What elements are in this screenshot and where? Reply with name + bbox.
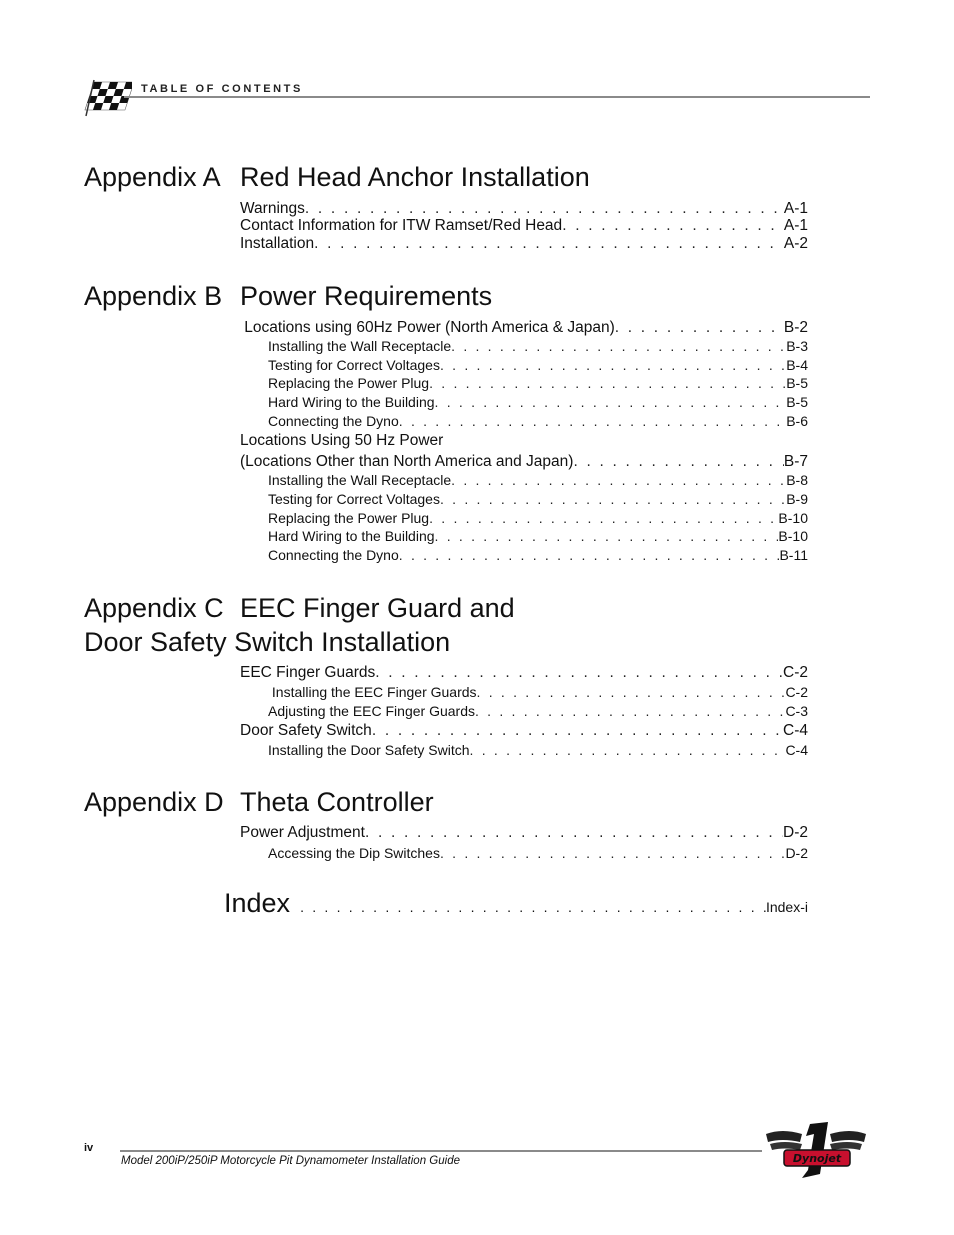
toc-entry-text: Warnings bbox=[240, 200, 305, 217]
toc-entry-text: Connecting the Dyno bbox=[268, 547, 399, 563]
toc-entry-page: C-4 bbox=[783, 722, 808, 739]
index-page: Index-i bbox=[765, 899, 808, 915]
toc-entry-page: B-3 bbox=[786, 338, 808, 354]
toc-entry-text: Replacing the Power Plug bbox=[268, 510, 430, 526]
toc-entry-page: A-1 bbox=[783, 200, 808, 217]
toc-entry[interactable] bbox=[240, 664, 808, 683]
toc-entry-text: Installation bbox=[240, 235, 315, 252]
toc-entry[interactable] bbox=[268, 845, 808, 863]
leader-dots bbox=[440, 357, 786, 373]
toc-entry[interactable] bbox=[268, 491, 808, 509]
leader-dots bbox=[429, 510, 778, 526]
appendix-c-label: Appendix C bbox=[84, 593, 224, 623]
toc-entry-page: C-4 bbox=[785, 742, 808, 758]
toc-entry-page: B-9 bbox=[786, 491, 808, 507]
toc-entry-page: B-4 bbox=[786, 357, 808, 373]
toc-entry-page: D-2 bbox=[785, 845, 808, 861]
toc-entry-text: Installing the Wall Receptacle bbox=[268, 472, 452, 488]
toc-entry-text: Connecting the Dyno bbox=[268, 413, 399, 429]
toc-entry[interactable] bbox=[268, 547, 808, 565]
leader-dots bbox=[440, 845, 785, 861]
toc-entry-text: Adjusting the EEC Finger Guards bbox=[268, 703, 475, 719]
appendix-b-title: Power Requirements bbox=[240, 281, 493, 311]
toc-entry-page: C-3 bbox=[785, 703, 808, 719]
appendix-d-title: Theta Controller bbox=[240, 787, 434, 817]
toc-entry-text: EEC Finger Guards bbox=[240, 664, 376, 681]
toc-entry[interactable] bbox=[268, 375, 808, 393]
appendix-d-label: Appendix D bbox=[84, 787, 224, 817]
toc-entry[interactable] bbox=[268, 357, 808, 375]
leader-dots bbox=[314, 235, 784, 253]
toc-entry-page: B-6 bbox=[786, 413, 808, 429]
leader-dots bbox=[399, 413, 786, 429]
leader-dots bbox=[435, 528, 779, 544]
toc-entry-page: B-8 bbox=[786, 472, 808, 488]
toc-entry[interactable] bbox=[268, 528, 808, 546]
toc-entry-text: Testing for Correct Voltages bbox=[268, 491, 440, 507]
toc-entry-text: Accessing the Dip Switches bbox=[268, 845, 440, 861]
leader-dots bbox=[477, 684, 786, 700]
leader-dots bbox=[429, 375, 786, 391]
toc-entry-text: Power Adjustment bbox=[240, 824, 365, 841]
leader-dots bbox=[435, 394, 787, 410]
toc-entry[interactable] bbox=[268, 394, 808, 412]
appendix-c-heading bbox=[84, 591, 515, 625]
leader-dots bbox=[365, 824, 783, 842]
toc-entry-page: C-2 bbox=[785, 684, 808, 700]
leader-dots bbox=[399, 547, 780, 563]
leader-dots bbox=[372, 722, 783, 740]
guide-title: Model 200iP/250iP Motorcycle Pit Dynamometer Installation Guide bbox=[121, 1155, 460, 1167]
toc-entry-text: Hard Wiring to the Building bbox=[268, 528, 435, 544]
toc-entry[interactable] bbox=[268, 742, 808, 760]
toc-entry-text: Testing for Correct Voltages bbox=[268, 357, 440, 373]
toc-entry-text: Installing the Door Safety Switch bbox=[268, 742, 470, 758]
leader-dots bbox=[615, 319, 784, 337]
toc-entry-text: Door Safety Switch bbox=[240, 722, 372, 739]
leader-dots bbox=[451, 472, 786, 488]
leader-dots bbox=[375, 664, 783, 682]
toc-entry[interactable] bbox=[268, 510, 808, 528]
leader-dots bbox=[470, 742, 786, 758]
leader-dots bbox=[562, 217, 784, 235]
header-title: TABLE OF CONTENTS bbox=[141, 83, 303, 95]
toc-entry[interactable] bbox=[240, 217, 808, 236]
appendix-b-label: Appendix B bbox=[84, 281, 223, 311]
leader-dots bbox=[573, 453, 783, 471]
toc-entry-text: (Locations Other than North America and Japan) bbox=[240, 453, 574, 470]
appendix-d-heading bbox=[84, 785, 434, 819]
toc-entry-page: B-2 bbox=[783, 319, 808, 336]
leader-dots bbox=[300, 899, 766, 915]
toc-entry[interactable] bbox=[268, 338, 808, 356]
appendix-c-title-line2: Door Safety Switch Installation bbox=[84, 627, 451, 657]
appendix-b-heading bbox=[84, 279, 492, 313]
toc-entry[interactable] bbox=[268, 684, 808, 702]
leader-dots bbox=[475, 703, 785, 719]
toc-entry-text: Locations Using 50 Hz Power bbox=[240, 432, 444, 449]
toc-entry-page: A-2 bbox=[783, 235, 808, 252]
toc-entry[interactable] bbox=[240, 235, 808, 254]
appendix-a-heading bbox=[84, 160, 590, 194]
toc-entry-page: B-5 bbox=[786, 375, 808, 391]
toc-entry-page: C-2 bbox=[783, 664, 808, 681]
toc-entry-page: D-2 bbox=[783, 824, 808, 841]
appendix-a-title: Red Head Anchor Installation bbox=[240, 162, 590, 192]
toc-entry-page: B-10 bbox=[778, 528, 808, 544]
toc-entry[interactable] bbox=[240, 319, 808, 338]
appendix-a-label: Appendix A bbox=[84, 162, 221, 192]
index-title: Index bbox=[224, 888, 291, 918]
toc-entry-text: Replacing the Power Plug bbox=[268, 375, 430, 391]
toc-entry-page: B-7 bbox=[783, 453, 808, 470]
toc-entry[interactable] bbox=[268, 413, 808, 431]
footer-rule bbox=[120, 1150, 762, 1152]
toc-entry-text: Installing the Wall Receptacle bbox=[268, 338, 452, 354]
appendix-c-title: EEC Finger Guard and bbox=[240, 593, 515, 623]
dynojet-logo-icon bbox=[762, 1120, 870, 1182]
toc-entry-text: Locations using 60Hz Power (North America & Japan) bbox=[240, 319, 615, 336]
leader-dots bbox=[305, 200, 784, 218]
toc-entry[interactable] bbox=[268, 472, 808, 490]
toc-entry[interactable] bbox=[240, 453, 808, 472]
leader-dots bbox=[440, 491, 786, 507]
toc-entry[interactable] bbox=[240, 824, 808, 843]
page-number: iv bbox=[84, 1142, 94, 1154]
index-entry[interactable] bbox=[224, 888, 808, 922]
toc-entry-page: B-11 bbox=[779, 547, 808, 563]
toc-entry-text: Hard Wiring to the Building bbox=[268, 394, 435, 410]
toc-entry-text: Contact Information for ITW Ramset/Red Head bbox=[240, 217, 563, 234]
toc-entry-page: A-1 bbox=[783, 217, 808, 234]
leader-dots bbox=[451, 338, 786, 354]
toc-entry-page: B-10 bbox=[778, 510, 808, 526]
header-rule bbox=[124, 96, 870, 98]
toc-entry-text: Installing the EEC Finger Guards bbox=[268, 684, 477, 700]
toc-entry-page: B-5 bbox=[786, 394, 808, 410]
logo-text: Dynojet bbox=[792, 1152, 842, 1165]
toc-entry[interactable] bbox=[268, 703, 808, 721]
toc-entry[interactable] bbox=[240, 722, 808, 741]
